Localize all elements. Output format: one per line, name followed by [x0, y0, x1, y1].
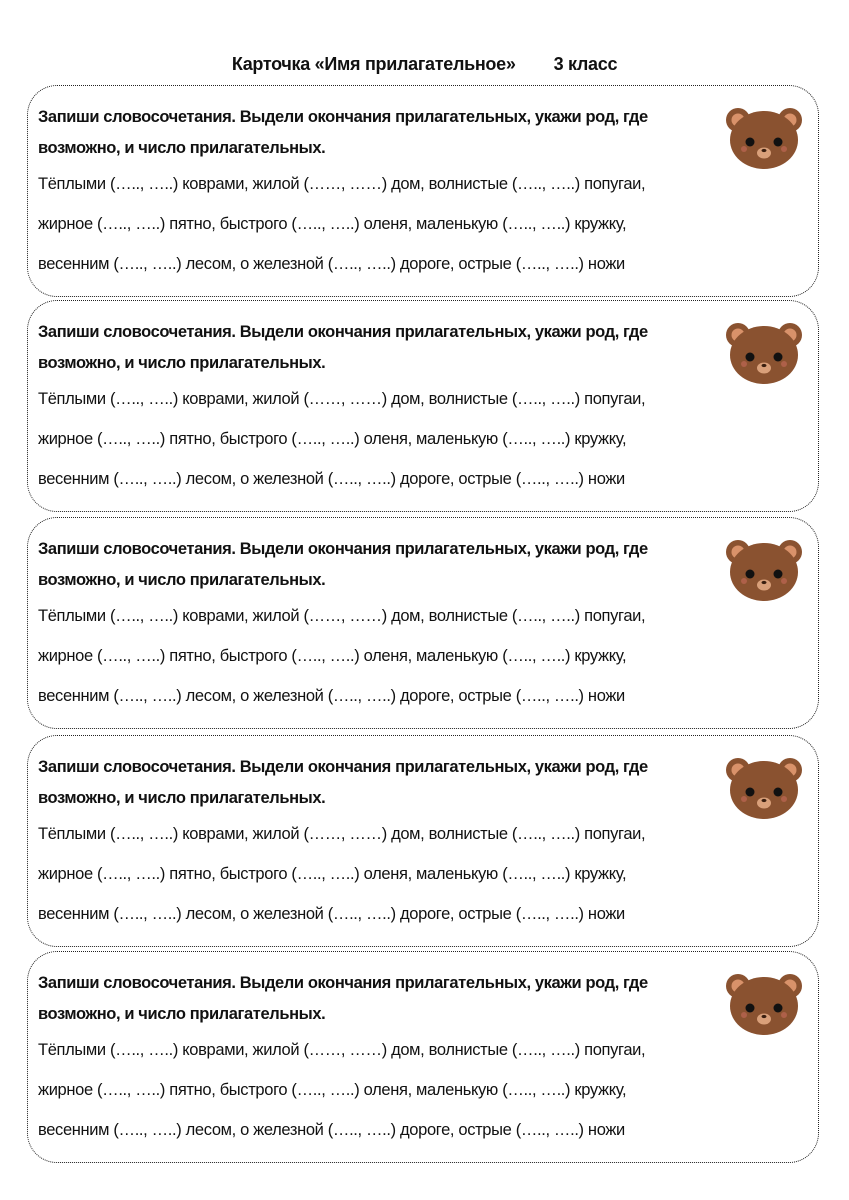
exercise-card [27, 517, 819, 729]
bear-icon [724, 970, 804, 1036]
page-title [0, 54, 849, 75]
bear-icon [724, 104, 804, 170]
phrase-line: весенним (….., …..) лесом, о железной (….., …..) дороге, острые (….., …..) ножи [38, 905, 625, 923]
exercise-card [27, 951, 819, 1163]
phrase-line: весенним (….., …..) лесом, о железной (….., …..) дороге, острые (….., …..) ножи [38, 470, 625, 488]
bear-icon [724, 536, 804, 602]
task-instruction: Запиши словосочетания. Выдели окончания прилагательных, укажи род, где возможно, и число прилагательных. [38, 974, 648, 1023]
bear-icon [724, 319, 804, 385]
phrase-line: жирное (….., …..) пятно, быстрого (….., …..) оленя, маленькую (….., …..) кружку, [38, 215, 627, 233]
bear-icon [724, 754, 804, 820]
phrase-line: Тёплыми (….., …..) коврами, жилой (……, ……) дом, волнистые (….., …..) попугаи, [38, 607, 646, 625]
phrase-line: жирное (….., …..) пятно, быстрого (….., …..) оленя, маленькую (….., …..) кружку, [38, 647, 627, 665]
phrase-line: жирное (….., …..) пятно, быстрого (….., …..) оленя, маленькую (….., …..) кружку, [38, 1081, 627, 1099]
phrase-line: Тёплыми (….., …..) коврами, жилой (……, ……) дом, волнистые (….., …..) попугаи, [38, 175, 646, 193]
phrase-line: Тёплыми (….., …..) коврами, жилой (……, ……) дом, волнистые (….., …..) попугаи, [38, 1041, 646, 1059]
task-instruction: Запиши словосочетания. Выдели окончания прилагательных, укажи род, где возможно, и число прилагательных. [38, 323, 648, 372]
grade-label: 3 класс [553, 54, 618, 74]
phrase-line: жирное (….., …..) пятно, быстрого (….., …..) оленя, маленькую (….., …..) кружку, [38, 865, 627, 883]
task-instruction: Запиши словосочетания. Выдели окончания прилагательных, укажи род, где возможно, и число прилагательных. [38, 758, 648, 807]
exercise-card [27, 300, 819, 512]
task-instruction: Запиши словосочетания. Выдели окончания прилагательных, укажи род, где возможно, и число прилагательных. [38, 108, 648, 157]
exercise-card [27, 85, 819, 297]
phrase-line: весенним (….., …..) лесом, о железной (….., …..) дороге, острые (….., …..) ножи [38, 255, 625, 273]
worksheet-title: Карточка «Имя прилагательное» [231, 54, 516, 74]
phrase-line: весенним (….., …..) лесом, о железной (….., …..) дороге, острые (….., …..) ножи [38, 687, 625, 705]
phrase-line: жирное (….., …..) пятно, быстрого (….., …..) оленя, маленькую (….., …..) кружку, [38, 430, 627, 448]
phrase-line: Тёплыми (….., …..) коврами, жилой (……, ……) дом, волнистые (….., …..) попугаи, [38, 825, 646, 843]
phrase-line: Тёплыми (….., …..) коврами, жилой (……, ……) дом, волнистые (….., …..) попугаи, [38, 390, 646, 408]
exercise-card [27, 735, 819, 947]
task-instruction: Запиши словосочетания. Выдели окончания прилагательных, укажи род, где возможно, и число прилагательных. [38, 540, 648, 589]
phrase-line: весенним (….., …..) лесом, о железной (….., …..) дороге, острые (….., …..) ножи [38, 1121, 625, 1139]
